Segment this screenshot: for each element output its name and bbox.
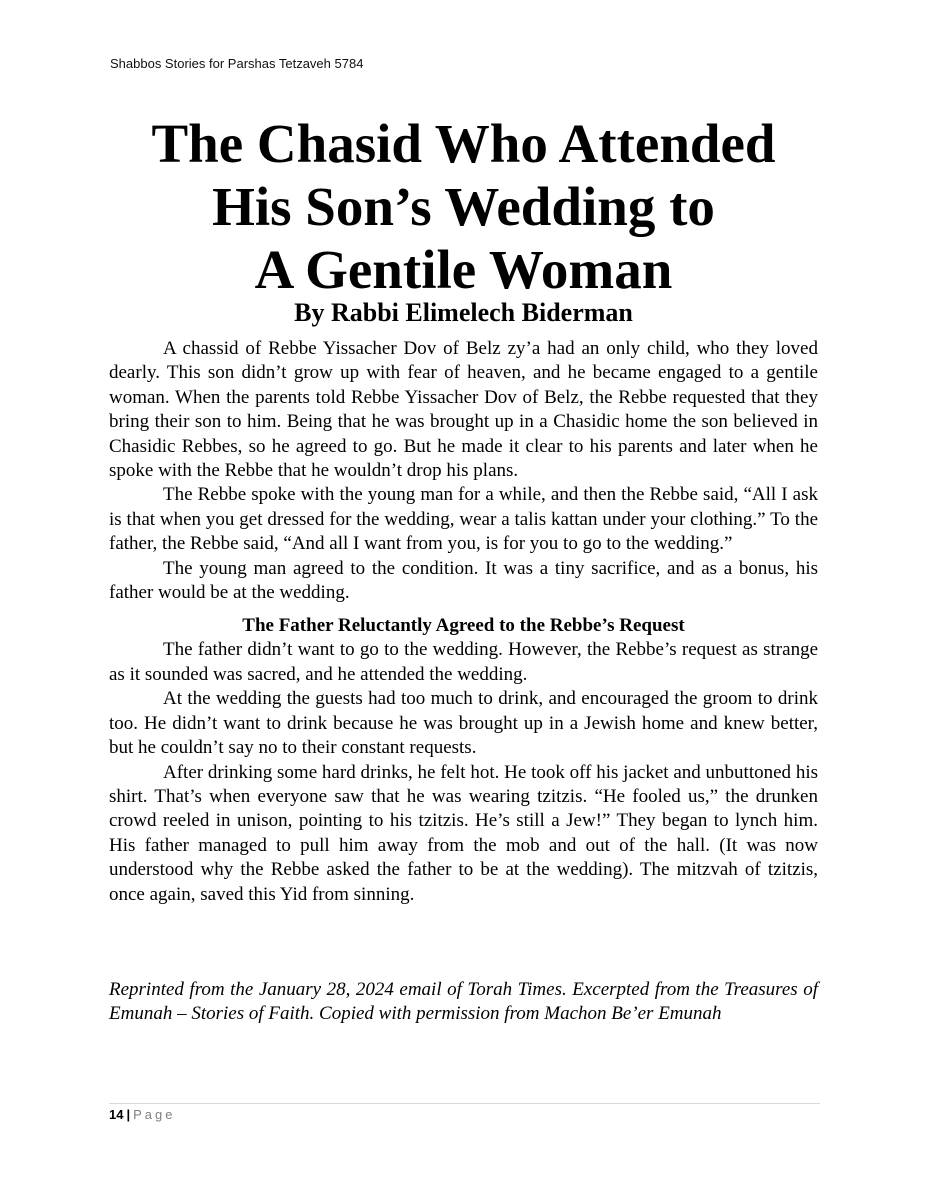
page-label: Page — [133, 1107, 176, 1122]
article-body — [109, 337, 818, 907]
page-number: 14 — [109, 1107, 124, 1122]
body-paragraph: The father didn’t want to go to the wedding. However, the Rebbe’s request as strange as it sounded was sacred, and he attended the wedding. — [109, 639, 818, 685]
footer-separator: | — [126, 1107, 131, 1122]
author-byline: By Rabbi Elimelech Biderman — [294, 298, 633, 327]
running-header: Shabbos Stories for Parshas Tetzaveh 5784 — [110, 56, 364, 71]
body-paragraph: The young man agreed to the condition. It was a tiny sacrifice, and as a bonus, his father would be at the wedding. — [109, 557, 818, 604]
title-line: The Chasid Who Attended — [151, 113, 776, 174]
page-footer — [109, 1107, 175, 1122]
body-paragraph: The Rebbe spoke with the young man for a while, and then the Rebbe said, “All I ask is that when you get dressed for the wedding, wear a talis kattan under your clothing.” To the father, the Rebbe said, “And all I want from you, is for you to go to the wedding.” — [109, 484, 818, 555]
reprint-credit: Reprinted from the January 28, 2024 email of Torah Times. Excerpted from the Treasures of Emunah – Stories of Faith. Copied with permission from Machon Be’er Emunah — [109, 979, 818, 1025]
title-line: His Son’s Wedding to — [212, 176, 715, 237]
body-paragraph: At the wedding the guests had too much to drink, and encouraged the groom to drink too. He didn’t want to drink because he was brought up in a Jewish home and knew better, but he couldn’t say no to their constant requests. — [109, 688, 818, 759]
footer-divider — [109, 1103, 820, 1104]
body-paragraph: After drinking some hard drinks, he felt hot. He took off his jacket and unbuttoned his shirt. That’s when everyone saw that he was wearing tzitzis. “He fooled us,” the drunken crowd reeled in unison, pointing to his tzitzis. He’s still a Jew!” They began to lynch him. His father managed to pull him away from the mob and out of the hall. (It was now understood why the Rebbe asked the father to be at the wedding). The mitzvah of tzitzis, once again, saved this Yid from sinning. — [109, 761, 818, 905]
article-title — [100, 112, 827, 301]
title-line: A Gentile Woman — [254, 239, 673, 300]
body-paragraph: A chassid of Rebbe Yissacher Dov of Belz zy’a had an only child, who they loved dearly. This son didn’t grow up with fear of heaven, and he became engaged to a gentile woman. When the parents told Rebbe Yissacher Dov of Belz, the Rebbe requested that they bring their son to him. Being that he was brought up in a Chasidic home the son believed in Chasidic Rebbes, so he agreed to go. But he made it clear to his parents and later when he spoke with the Rebbe that he wouldn’t drop his plans. — [109, 338, 818, 482]
section-subheading: The Father Reluctantly Agreed to the Rebbe’s Request — [242, 615, 685, 637]
